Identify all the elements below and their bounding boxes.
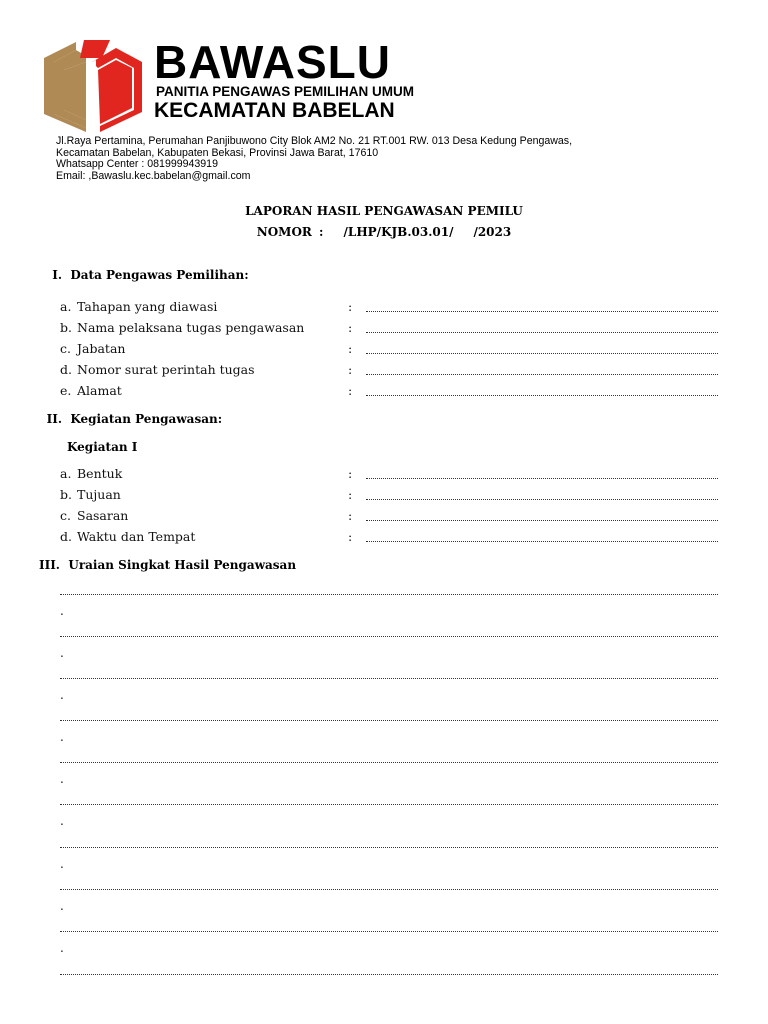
narrative-line[interactable]	[60, 972, 718, 975]
field-label: a. Tahapan yang diawasi	[60, 299, 218, 314]
section-3-heading	[36, 558, 296, 572]
section-2-heading	[40, 412, 222, 426]
narrative-line[interactable]	[60, 845, 718, 848]
fill-in-line[interactable]	[366, 372, 718, 375]
field-label: a. Bentuk	[60, 466, 123, 481]
field-label: e. Alamat	[60, 383, 122, 398]
narrative-line[interactable]	[60, 634, 718, 637]
fill-in-line[interactable]	[366, 497, 718, 500]
line-end-mark: .	[60, 899, 64, 913]
line-end-mark: .	[60, 646, 64, 660]
fill-in-line[interactable]	[366, 330, 718, 333]
section-title: Data Pengawas Pemilihan:	[70, 268, 249, 282]
address-line: Jl.Raya Pertamina, Perumahan Panjibuwono City Blok AM2 No. 21 RT.001 RW. 013 Desa Kedung Pengawas,	[56, 135, 573, 147]
field-colon: :	[348, 320, 353, 335]
fill-in-line[interactable]	[366, 518, 718, 521]
field-colon: :	[348, 487, 353, 502]
field-colon: :	[348, 466, 353, 481]
field-colon: :	[348, 341, 353, 356]
field-colon: :	[348, 362, 353, 377]
section-title: Uraian Singkat Hasil Pengawasan	[68, 558, 297, 572]
narrative-line[interactable]	[60, 676, 718, 679]
field-label: d. Nomor surat perintah tugas	[60, 362, 255, 377]
field-label: c. Jabatan	[60, 341, 126, 356]
line-end-mark: .	[60, 941, 64, 955]
narrative-line[interactable]	[60, 718, 718, 721]
whatsapp-contact: Whatsapp Center : 081999943919	[56, 158, 218, 171]
narrative-line[interactable]	[60, 802, 718, 805]
fill-in-line[interactable]	[366, 309, 718, 312]
narrative-line[interactable]	[60, 760, 718, 763]
field-colon: :	[348, 508, 353, 523]
field-label: c. Sasaran	[60, 508, 129, 523]
section-title: Kegiatan Pengawasan:	[70, 412, 223, 426]
org-subtitle: PANITIA PENGAWAS PEMILIHAN UMUM	[156, 84, 415, 99]
narrative-line[interactable]	[60, 887, 718, 890]
field-colon: :	[348, 299, 353, 314]
section-number: III.	[38, 558, 60, 572]
line-end-mark: .	[60, 814, 64, 828]
line-end-mark: .	[60, 604, 64, 618]
fill-in-line[interactable]	[366, 351, 718, 354]
number-year: /2023	[473, 225, 512, 239]
narrative-line[interactable]	[60, 592, 718, 595]
field-label: d. Waktu dan Tempat	[60, 529, 196, 544]
field-colon: :	[348, 383, 353, 398]
narrative-line[interactable]	[60, 929, 718, 932]
bawaslu-logo-icon	[40, 36, 146, 132]
line-end-mark: .	[60, 857, 64, 871]
section-number: II.	[46, 412, 62, 426]
field-label: b. Nama pelaksana tugas pengawasan	[60, 320, 305, 335]
field-colon: :	[348, 529, 353, 544]
document-number	[0, 225, 768, 239]
letterhead-address	[56, 136, 572, 183]
field-label: b. Tujuan	[60, 487, 121, 502]
email-contact: Email: ,Bawaslu.kec.babelan@gmail.com	[56, 170, 251, 183]
number-code: /LHP/KJB.03.01/	[343, 225, 454, 239]
line-end-mark: .	[60, 772, 64, 786]
document-title: LAPORAN HASIL PENGAWASAN PEMILU	[245, 204, 523, 218]
address-line: Kecamatan Babelan, Kabupaten Bekasi, Provinsi Jawa Barat, 17610	[56, 146, 379, 159]
number-label: NOMOR :	[256, 225, 324, 239]
activity-subheading: Kegiatan I	[67, 440, 138, 454]
org-name: BAWASLU	[154, 36, 391, 88]
section-number: I.	[52, 268, 62, 282]
section-1-heading	[46, 268, 249, 282]
line-end-mark: .	[60, 730, 64, 744]
org-unit: KECAMATAN BABELAN	[154, 99, 395, 122]
fill-in-line[interactable]	[366, 393, 718, 396]
fill-in-line[interactable]	[366, 476, 718, 479]
fill-in-line[interactable]	[366, 539, 718, 542]
line-end-mark: .	[60, 688, 64, 702]
